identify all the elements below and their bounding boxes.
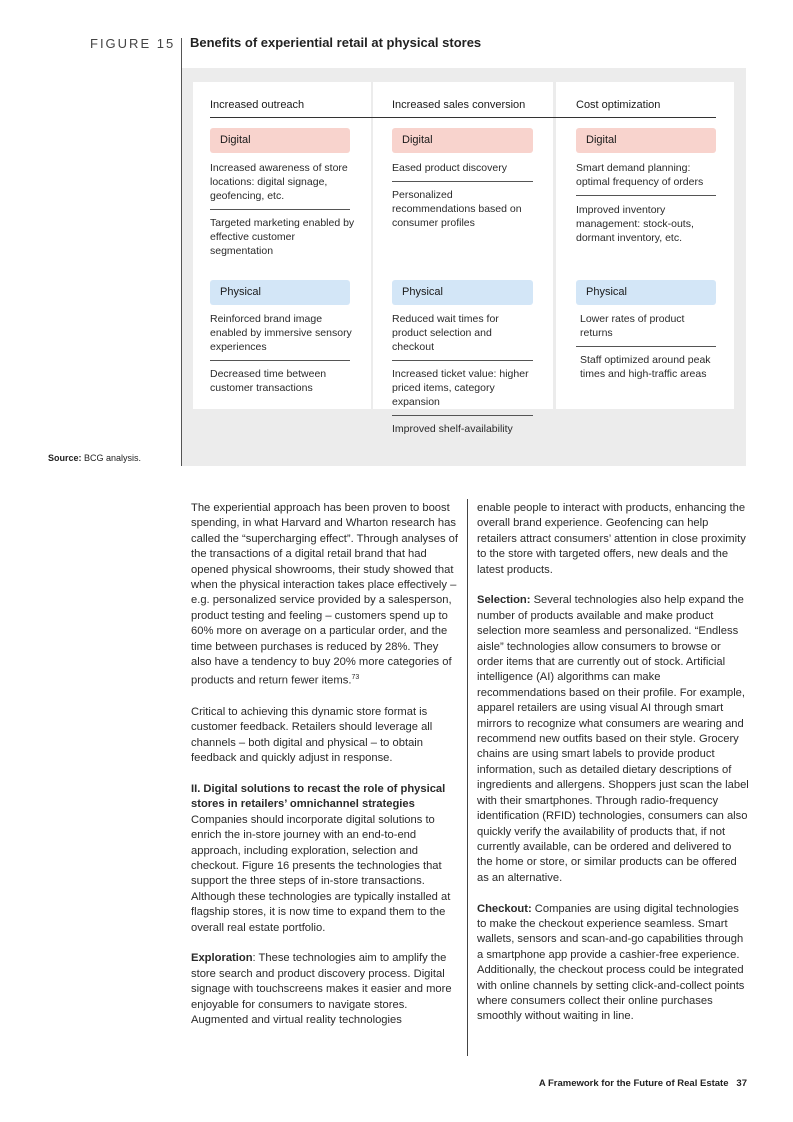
benefit-item: Staff optimized around peak times and high-traffic areas — [580, 354, 711, 380]
digital-tag: Digital — [392, 128, 533, 153]
benefit-item: Increased awareness of store locations: digital signage, geofencing, etc. — [210, 162, 348, 202]
benefit-item: Eased product discovery — [392, 162, 507, 174]
source-text: BCG analysis. — [84, 453, 142, 463]
body-paragraph: Critical to achieving this dynamic store format is customer feedback. Retailers should leverage all channels – both digital and physical – to obtain feedback and quickly adjust in response. — [191, 706, 433, 765]
body-paragraph: enable people to interact with products, enhancing the overall brand experience. Geofencing can help retailers attract consumers’ attention in close proximity to the store with targeted offers, new deals and the latest products. — [477, 502, 746, 576]
body-paragraph: Exploration: These technologies aim to amplify the store search and product discovery process. Digital signage with touchscreens makes it easier and more enjoyable for consumers to navigate stores. Augmented and virtual reality technologies — [191, 952, 452, 1027]
physical-tag: Physical — [576, 280, 716, 305]
column-heading: Cost optimization — [576, 99, 661, 111]
column-heading: Increased outreach — [210, 99, 305, 111]
body-paragraph: The experiential approach has been proven to boost spending, in what Harvard and Wharton research has called the “supercharging effect”. Through analyses of the transactions of a digital retail brand that had opened physical showrooms, their study showed that when the physical interaction takes place effectively – e.g. personalized service provided by a salesperson, product testing and feeling – customers spend up to 60% more on average on a particular order, and the time between purchases is reduced by 28%. They also have a tendency to buy 20% more categories of products and return fewer items.$^{73}$ — [191, 502, 459, 688]
body-paragraph: Checkout: Companies are using digital technologies to make the checkout experience seamless. Smart wallets, sensors and scan-and-go capabilities through a smartphone app provide a cashier-free experience. Additionally, the checkout process could be integrated with online channels by setting click-and-collect points where consumers collect their online purchases smoothly without waiting in line. — [477, 902, 745, 1023]
body-column-right — [477, 501, 749, 1040]
column-heading: Increased sales conversion — [392, 99, 526, 111]
figure-label: FIGURE 15 — [90, 36, 176, 51]
benefit-item: Improved inventory management: stock-outs, dormant inventory, etc. — [576, 204, 694, 244]
item-rule — [210, 209, 350, 210]
benefit-item: Targeted marketing enabled by effective customer segmentation — [210, 217, 355, 257]
body-paragraph: Companies should incorporate digital solutions to enrich the in-store journey with an end-to-end approach, including exploration, selection and checkout. Figure 16 presents the technologies that support the three steps of in-store transactions. Although these technologies are typically installed at flagship stores, it is now time to expand them to the overall real estate portfolio. — [191, 813, 451, 934]
benefit-item: Decreased time between customer transactions — [210, 368, 327, 394]
body-column-left — [191, 501, 461, 1044]
benefit-item: Lower rates of product returns — [580, 313, 685, 339]
paragraph-lead: Selection: — [477, 594, 531, 607]
benefit-item: Improved shelf-availability — [392, 423, 513, 435]
item-rule — [392, 415, 533, 416]
page-footer — [539, 1078, 747, 1089]
benefit-item: Increased ticket value: higher priced items, category expansion — [392, 368, 529, 408]
item-rule — [576, 346, 716, 347]
paragraph-lead: Checkout: — [477, 902, 532, 915]
figure-source — [48, 453, 141, 463]
page-number: 37 — [736, 1078, 747, 1089]
footnote-ref: 73 — [351, 674, 360, 682]
item-rule — [576, 195, 716, 196]
body-paragraph: Selection: Several technologies also help expand the number of products available and make product selection more seamless and personalized. “Endless aisle” technologies allow consumers to browse or order items that are currently out of stock. Artificial intelligence (AI) algorithms can make recommendations based on their profile. For example, apparel retailers are using visual AI through smart mirrors to recognize what consumers are wearing and recommend new outfits based on their style. Grocery chains are using smart labels to provide product information, such as detailed dietary descriptions of ingredients and allergens. Shoppers just scan the label with their smartphones. Through radio-frequency identification (RFID) technologies, consumers can also quickly verify the availability of products that, if not currently available, can be ordered and delivered to the home or store, or similar products can be offered as an alternative. — [477, 594, 749, 884]
item-rule — [392, 181, 533, 182]
digital-tag: Digital — [576, 128, 716, 153]
section-heading: II. Digital solutions to recast the role of physical stores in retailers’ omnichannel strategies — [191, 783, 446, 811]
figure-title: Benefits of experiential retail at physical stores — [190, 35, 482, 50]
footer-title: A Framework for the Future of Real Estate — [538, 1078, 729, 1089]
physical-tag: Physical — [210, 280, 350, 305]
paragraph-lead: Exploration — [191, 952, 253, 965]
item-rule — [210, 360, 350, 361]
benefit-item: Reduced wait times for product selection and checkout — [392, 313, 499, 353]
benefit-item: Smart demand planning: optimal frequency of orders — [576, 162, 704, 188]
benefit-item: Reinforced brand image enabled by immersive sensory experiences — [210, 313, 352, 353]
source-label: Source: — [48, 453, 82, 463]
column-divider — [467, 499, 468, 1056]
heading-rule — [210, 117, 716, 118]
physical-tag: Physical — [392, 280, 533, 305]
digital-tag: Digital — [210, 128, 350, 153]
benefit-item: Personalized recommendations based on consumer profiles — [392, 189, 522, 229]
item-rule — [392, 360, 533, 361]
